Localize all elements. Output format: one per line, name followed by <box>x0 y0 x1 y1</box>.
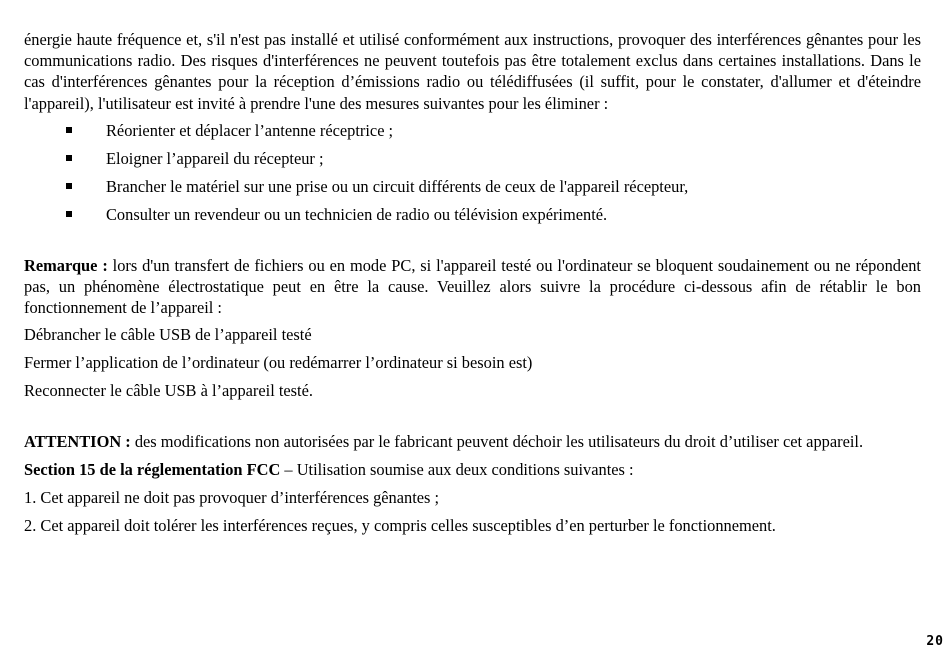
fcc-heading <box>24 459 921 487</box>
list-item-text: Brancher le matériel sur une prise ou un circuit différents de ceux de l'appareil récepteur, <box>106 176 689 196</box>
fcc-text: – Utilisation soumise aux deux conditions suivantes : <box>280 459 634 479</box>
remark-step: Débrancher le câble USB de l’appareil testé <box>24 325 312 345</box>
list-item-text: Réorienter et déplacer l’antenne réceptrice ; <box>106 120 394 140</box>
fcc-condition: 2. Cet appareil doit tolérer les interférences reçues, y compris celles susceptibles d’en perturber le fonctionnement. <box>24 515 776 535</box>
square-bullet-icon <box>66 127 72 133</box>
interference-measures-list <box>24 120 921 232</box>
list-item-text: Eloigner l’appareil du récepteur ; <box>106 148 324 168</box>
remark-text: lors d'un transfert de fichiers ou en mode PC, si l'appareil testé ou l'ordinateur se bloquent soudainement ou ne répondent pas, un phénomène électrostatique peut en être la cause. Veuillez alors suivre la procédure ci-dessous afin de rétablir le bon fonctionnement de l’appareil : <box>24 255 921 318</box>
page-number: 20 <box>926 634 944 649</box>
remark-label: Remarque : <box>24 255 108 275</box>
remark-step: Reconnecter le câble USB à l’appareil testé. <box>24 381 313 401</box>
remark-paragraph <box>24 255 921 319</box>
attention-label: ATTENTION : <box>24 432 131 452</box>
fcc-condition: 1. Cet appareil ne doit pas provoquer d’interférences gênantes ; <box>24 487 440 507</box>
square-bullet-icon <box>66 183 72 189</box>
list-item-text: Consulter un revendeur ou un technicien de radio ou télévision expérimenté. <box>106 204 608 224</box>
list-item <box>24 204 921 232</box>
list-item <box>24 148 921 176</box>
attention-paragraph <box>24 431 921 452</box>
square-bullet-icon <box>66 155 72 161</box>
list-item <box>24 120 921 148</box>
intro-paragraph: énergie haute fréquence et, s'il n'est pas installé et utilisé conformément aux instructions, provoquer des interférences gênantes pour les communications radio. Des risques d'interférences ne peuvent toutefois pas être totalement exclus dans certaines installations. Dans le cas d'interférences gênantes pour la réception d’émissions radio ou télédiffusées (il suffit, pour le constater, d'allumer et d'éteindre l'appareil), l'utilisateur est invité à prendre l'une des mesures suivantes pour les éliminer : <box>24 30 921 113</box>
attention-text: des modifications non autorisées par le fabricant peuvent déchoir les utilisateurs du droit d’utiliser cet appareil. <box>130 432 864 452</box>
square-bullet-icon <box>66 211 72 217</box>
remark-step: Fermer l’application de l’ordinateur (ou redémarrer l’ordinateur si besoin est) <box>24 353 533 373</box>
document-page <box>24 29 921 543</box>
fcc-label: Section 15 de la réglementation FCC <box>24 459 281 479</box>
list-item <box>24 176 921 204</box>
